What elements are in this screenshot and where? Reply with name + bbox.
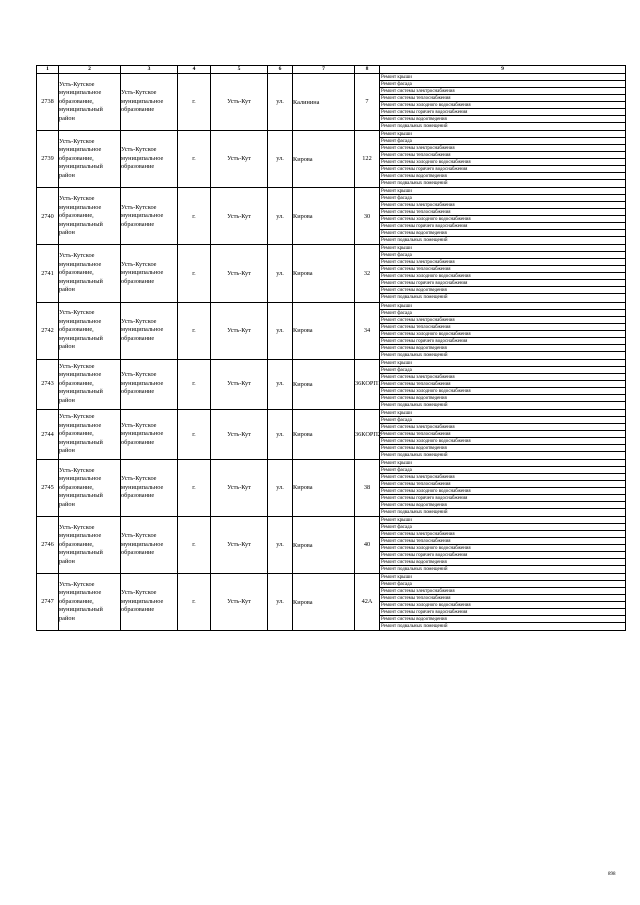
works-cell — [380, 359, 626, 409]
column-header: 1 — [37, 66, 59, 74]
municipality-cell: Усть-Кутское муниципальное образование, муниципальный район — [59, 188, 121, 245]
work-item: Ремонт фасада — [380, 581, 625, 588]
works-cell — [380, 409, 626, 459]
page-number: 898 — [608, 872, 616, 877]
work-item: Ремонт системы электроснабжения — [380, 145, 625, 152]
row-number: 2747 — [37, 574, 59, 631]
work-item: Ремонт системы теплоснабжения — [380, 324, 625, 331]
works-cell — [380, 245, 626, 302]
house-cell: 36КОРП2 — [355, 409, 380, 459]
works-cell — [380, 302, 626, 359]
street-cell: Кирова — [293, 574, 355, 631]
work-item: Ремонт подвальных помещений — [381, 238, 448, 244]
work-item: Ремонт системы холодного водоснабжения — [380, 102, 625, 109]
work-item: Ремонт системы холодного водоснабжения — [380, 388, 625, 395]
city-cell: Усть-Кут — [211, 74, 268, 131]
entity-cell: Усть-Кутское муниципальное образование — [121, 302, 178, 359]
locality-type-cell: г. — [178, 302, 211, 359]
table-row — [37, 74, 626, 131]
locality-type-cell: г. — [178, 131, 211, 188]
entity-cell: Усть-Кутское муниципальное образование — [121, 574, 178, 631]
work-item: Ремонт системы теплоснабжения — [380, 595, 625, 602]
municipality-cell: Усть-Кутское муниципальное образование, муниципальный район — [59, 302, 121, 359]
work-item: Ремонт крыши — [380, 410, 625, 417]
street-type-cell: ул. — [268, 359, 293, 409]
work-item: Ремонт крыши — [380, 74, 625, 81]
work-item: Ремонт подвальных помещений — [381, 509, 448, 515]
work-item: Ремонт фасада — [380, 310, 625, 317]
table-row — [37, 409, 626, 459]
work-item: Ремонт системы водоотведения — [380, 345, 625, 352]
work-item: Ремонт крыши — [380, 360, 625, 367]
work-item: Ремонт подвальных помещений — [381, 452, 448, 458]
work-item: Ремонт системы горячего водоснабжения — [380, 109, 625, 116]
work-item: Ремонт системы электроснабжения — [380, 374, 625, 381]
work-item: Ремонт системы горячего водоснабжения — [380, 166, 625, 173]
entity-cell: Усть-Кутское муниципальное образование — [121, 459, 178, 516]
work-item: Ремонт системы электроснабжения — [380, 317, 625, 324]
work-item: Ремонт фасада — [380, 252, 625, 259]
work-item: Ремонт фасада — [380, 81, 625, 88]
work-item: Ремонт подвальных помещений — [381, 181, 448, 187]
work-item: Ремонт системы водоотведения — [380, 445, 625, 452]
work-item: Ремонт подвальных помещений — [381, 352, 448, 358]
work-item: Ремонт подвальных помещений — [381, 624, 448, 630]
street-cell: Кирова — [293, 188, 355, 245]
row-number: 2741 — [37, 245, 59, 302]
municipality-cell: Усть-Кутское муниципальное образование, муниципальный район — [59, 409, 121, 459]
works-cell — [380, 188, 626, 245]
column-header: 5 — [211, 66, 268, 74]
municipality-cell: Усть-Кутское муниципальное образование, муниципальный район — [59, 245, 121, 302]
work-item: Ремонт системы водоотведения — [380, 502, 625, 509]
work-item: Ремонт системы водоотведения — [380, 616, 625, 623]
work-item: Ремонт системы холодного водоснабжения — [380, 159, 625, 166]
work-item: Ремонт системы горячего водоснабжения — [380, 280, 625, 287]
city-cell: Усть-Кут — [211, 245, 268, 302]
entity-cell: Усть-Кутское муниципальное образование — [121, 131, 178, 188]
header-row — [37, 66, 626, 74]
work-item: Ремонт подвальных помещений — [381, 402, 448, 408]
house-cell: 30 — [355, 188, 380, 245]
row-number: 2740 — [37, 188, 59, 245]
work-item: Ремонт системы электроснабжения — [380, 424, 625, 431]
work-item: Ремонт системы горячего водоснабжения — [380, 223, 625, 230]
work-item: Ремонт фасада — [380, 138, 625, 145]
municipality-cell: Усть-Кутское муниципальное образование, муниципальный район — [59, 516, 121, 573]
column-header: 3 — [121, 66, 178, 74]
work-item: Ремонт подвальных помещений — [381, 567, 448, 573]
work-item: Ремонт системы электроснабжения — [380, 88, 625, 95]
city-cell: Усть-Кут — [211, 188, 268, 245]
work-item: Ремонт системы холодного водоснабжения — [380, 216, 625, 223]
work-item: Ремонт системы теплоснабжения — [380, 381, 625, 388]
table-row — [37, 188, 626, 245]
table-row — [37, 574, 626, 631]
row-number: 2738 — [37, 74, 59, 131]
locality-type-cell: г. — [178, 359, 211, 409]
work-item: Ремонт системы теплоснабжения — [380, 538, 625, 545]
locality-type-cell: г. — [178, 574, 211, 631]
work-item: Ремонт системы холодного водоснабжения — [380, 488, 625, 495]
table-row — [37, 131, 626, 188]
entity-cell: Усть-Кутское муниципальное образование — [121, 409, 178, 459]
street-cell: Кирова — [293, 516, 355, 573]
entity-cell: Усть-Кутское муниципальное образование — [121, 359, 178, 409]
work-item: Ремонт фасада — [380, 367, 625, 374]
street-cell: Кирова — [293, 459, 355, 516]
work-item: Ремонт подвальных помещений — [381, 124, 448, 130]
municipality-cell: Усть-Кутское муниципальное образование, муниципальный район — [59, 459, 121, 516]
street-type-cell: ул. — [268, 516, 293, 573]
work-item: Ремонт подвальных помещений — [381, 295, 448, 301]
street-cell: Кирова — [293, 245, 355, 302]
work-item: Ремонт системы холодного водоснабжения — [380, 545, 625, 552]
work-item: Ремонт крыши — [380, 303, 625, 310]
city-cell: Усть-Кут — [211, 516, 268, 573]
work-item: Ремонт фасада — [380, 467, 625, 474]
work-item: Ремонт системы водоотведения — [380, 395, 625, 402]
locality-type-cell: г. — [178, 245, 211, 302]
work-item: Ремонт крыши — [380, 517, 625, 524]
entity-cell: Усть-Кутское муниципальное образование — [121, 245, 178, 302]
work-item: Ремонт крыши — [380, 574, 625, 581]
municipality-cell: Усть-Кутское муниципальное образование, муниципальный район — [59, 131, 121, 188]
house-cell: 122 — [355, 131, 380, 188]
street-type-cell: ул. — [268, 459, 293, 516]
column-header: 8 — [355, 66, 380, 74]
column-header: 7 — [293, 66, 355, 74]
work-item: Ремонт системы теплоснабжения — [380, 266, 625, 273]
street-type-cell: ул. — [268, 302, 293, 359]
municipality-cell: Усть-Кутское муниципальное образование, муниципальный район — [59, 574, 121, 631]
street-cell: Калинина — [293, 74, 355, 131]
city-cell: Усть-Кут — [211, 459, 268, 516]
row-number: 2739 — [37, 131, 59, 188]
work-item: Ремонт системы холодного водоснабжения — [380, 602, 625, 609]
work-item: Ремонт системы горячего водоснабжения — [380, 552, 625, 559]
work-item: Ремонт фасада — [380, 524, 625, 531]
house-cell: 38 — [355, 459, 380, 516]
row-number: 2744 — [37, 409, 59, 459]
house-cell: 7 — [355, 74, 380, 131]
work-item: Ремонт системы теплоснабжения — [380, 431, 625, 438]
street-type-cell: ул. — [268, 74, 293, 131]
entity-cell: Усть-Кутское муниципальное образование — [121, 516, 178, 573]
works-cell — [380, 131, 626, 188]
municipality-cell: Усть-Кутское муниципальное образование, муниципальный район — [59, 359, 121, 409]
house-cell: 42А — [355, 574, 380, 631]
works-cell — [380, 74, 626, 131]
locality-type-cell: г. — [178, 188, 211, 245]
house-cell: 34 — [355, 302, 380, 359]
street-type-cell: ул. — [268, 131, 293, 188]
locality-type-cell: г. — [178, 459, 211, 516]
municipality-cell: Усть-Кутское муниципальное образование, муниципальный район — [59, 74, 121, 131]
city-cell: Усть-Кут — [211, 302, 268, 359]
street-cell: Кирова — [293, 131, 355, 188]
street-cell: Кирова — [293, 302, 355, 359]
locality-type-cell: г. — [178, 516, 211, 573]
city-cell: Усть-Кут — [211, 574, 268, 631]
entity-cell: Усть-Кутское муниципальное образование — [121, 188, 178, 245]
table-row — [37, 302, 626, 359]
row-number: 2745 — [37, 459, 59, 516]
work-item: Ремонт системы горячего водоснабжения — [380, 338, 625, 345]
locality-type-cell: г. — [178, 74, 211, 131]
table-row — [37, 459, 626, 516]
street-cell: Кирова — [293, 359, 355, 409]
column-header: 4 — [178, 66, 211, 74]
register-table — [36, 65, 626, 631]
work-item: Ремонт системы теплоснабжения — [380, 95, 625, 102]
house-cell: 32 — [355, 245, 380, 302]
street-type-cell: ул. — [268, 409, 293, 459]
street-cell: Кирова — [293, 409, 355, 459]
city-cell: Усть-Кут — [211, 409, 268, 459]
work-item: Ремонт системы водоотведения — [380, 287, 625, 294]
work-item: Ремонт системы водоотведения — [380, 173, 625, 180]
work-item: Ремонт системы теплоснабжения — [380, 481, 625, 488]
work-item: Ремонт системы холодного водоснабжения — [380, 331, 625, 338]
work-item: Ремонт системы электроснабжения — [380, 588, 625, 595]
work-item: Ремонт крыши — [380, 460, 625, 467]
table-row — [37, 359, 626, 409]
house-cell: 36КОРП1 — [355, 359, 380, 409]
street-type-cell: ул. — [268, 188, 293, 245]
work-item: Ремонт фасада — [380, 195, 625, 202]
locality-type-cell: г. — [178, 409, 211, 459]
work-item: Ремонт системы водоотведения — [380, 230, 625, 237]
work-item: Ремонт фасада — [380, 417, 625, 424]
work-item: Ремонт системы холодного водоснабжения — [380, 438, 625, 445]
column-header: 9 — [380, 66, 626, 74]
work-item: Ремонт крыши — [380, 188, 625, 195]
works-cell — [380, 516, 626, 573]
row-number: 2743 — [37, 359, 59, 409]
work-item: Ремонт крыши — [380, 245, 625, 252]
work-item: Ремонт системы горячего водоснабжения — [380, 609, 625, 616]
work-item: Ремонт системы горячего водоснабжения — [380, 495, 625, 502]
city-cell: Усть-Кут — [211, 359, 268, 409]
row-number: 2742 — [37, 302, 59, 359]
work-item: Ремонт системы электроснабжения — [380, 531, 625, 538]
works-cell — [380, 574, 626, 631]
row-number: 2746 — [37, 516, 59, 573]
column-header: 6 — [268, 66, 293, 74]
house-cell: 40 — [355, 516, 380, 573]
work-item: Ремонт системы электроснабжения — [380, 474, 625, 481]
column-header: 2 — [59, 66, 121, 74]
work-item: Ремонт системы водоотведения — [380, 116, 625, 123]
entity-cell: Усть-Кутское муниципальное образование — [121, 74, 178, 131]
city-cell: Усть-Кут — [211, 131, 268, 188]
work-item: Ремонт системы водоотведения — [380, 559, 625, 566]
street-type-cell: ул. — [268, 245, 293, 302]
works-cell — [380, 459, 626, 516]
street-type-cell: ул. — [268, 574, 293, 631]
work-item: Ремонт системы теплоснабжения — [380, 209, 625, 216]
work-item: Ремонт системы холодного водоснабжения — [380, 273, 625, 280]
work-item: Ремонт системы электроснабжения — [380, 202, 625, 209]
table-row — [37, 516, 626, 573]
work-item: Ремонт крыши — [380, 131, 625, 138]
work-item: Ремонт системы электроснабжения — [380, 259, 625, 266]
table-row — [37, 245, 626, 302]
work-item: Ремонт системы теплоснабжения — [380, 152, 625, 159]
